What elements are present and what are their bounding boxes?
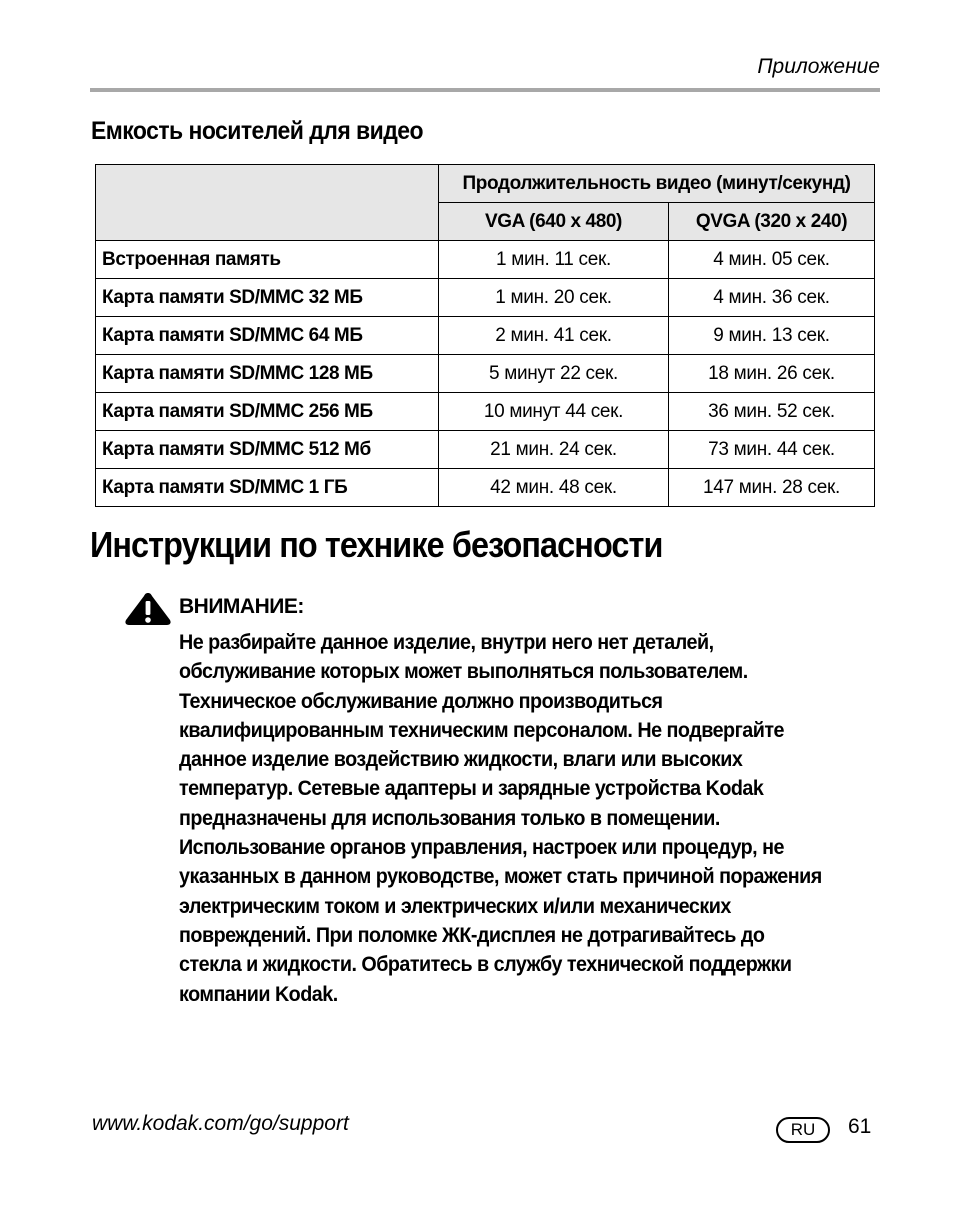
vga-duration-cell: 5 минут 22 сек. xyxy=(439,355,669,393)
qvga-duration-cell: 147 мин. 28 сек. xyxy=(669,469,875,507)
qvga-duration-cell: 18 мин. 26 сек. xyxy=(669,355,875,393)
warning-text-line: повреждений. При поломке ЖК-дисплея не дотрагивайтесь до xyxy=(179,923,765,947)
safety-instructions-title: Инструкции по технике безопасности xyxy=(90,524,663,565)
table-row xyxy=(96,279,875,317)
qvga-duration-cell: 73 мин. 44 сек. xyxy=(669,431,875,469)
vga-duration-cell: 21 мин. 24 сек. xyxy=(439,431,669,469)
video-capacity-title: Емкость носителей для видео xyxy=(91,117,423,145)
row-label: Карта памяти SD/MMC 512 Мб xyxy=(96,431,439,469)
page-number: 61 xyxy=(848,1115,872,1138)
warning-text-line: Не разбирайте данное изделие, внутри него нет деталей, xyxy=(179,631,714,654)
row-label: Карта памяти SD/MMC 32 МБ xyxy=(96,279,439,317)
row-label: Карта памяти SD/MMC 256 МБ xyxy=(96,393,439,431)
warning-text-line: Использование органов управления, настроек или процедур, не xyxy=(179,836,784,860)
table-row xyxy=(96,469,875,507)
row-label: Карта памяти SD/MMC 64 МБ xyxy=(96,317,439,355)
row-label: Встроенная память xyxy=(96,241,439,279)
qvga-duration-cell: 4 мин. 05 сек. xyxy=(669,241,875,279)
vga-duration-cell: 1 мин. 20 сек. xyxy=(439,279,669,317)
table-corner-cell xyxy=(96,165,439,241)
table-row xyxy=(96,355,875,393)
table-row xyxy=(96,431,875,469)
warning-text-line: температур. Сетевые адаптеры и зарядные устройства Kodak xyxy=(179,777,764,801)
table-row xyxy=(96,241,875,279)
table-row xyxy=(96,393,875,431)
qvga-column-header: QVGA (320 x 240) xyxy=(669,203,875,241)
qvga-duration-cell: 4 мин. 36 сек. xyxy=(669,279,875,317)
video-capacity-table xyxy=(95,164,875,507)
warning-text-line: квалифицированным техническим персоналом. Не подвергайте xyxy=(179,718,784,742)
table-row xyxy=(96,317,875,355)
warning-text-line: стекла и жидкости. Обратитесь в службу технической поддержки xyxy=(179,953,792,977)
warning-text-line: электрическим током и электрических и/или механических xyxy=(179,894,731,918)
header-divider xyxy=(90,88,880,92)
warning-text-line: указанных в данном руководстве, может стать причиной поражения xyxy=(179,865,822,889)
vga-duration-cell: 2 мин. 41 сек. xyxy=(439,317,669,355)
duration-group-header: Продолжительность видео (минут/секунд) xyxy=(439,165,875,203)
warning-label: ВНИМАНИЕ: xyxy=(179,595,304,618)
qvga-duration-cell: 36 мин. 52 сек. xyxy=(669,393,875,431)
row-label: Карта памяти SD/MMC 128 МБ xyxy=(96,355,439,393)
row-label: Карта памяти SD/MMC 1 ГБ xyxy=(96,469,439,507)
section-header-label: Приложение xyxy=(757,55,880,78)
vga-duration-cell: 42 мин. 48 сек. xyxy=(439,469,669,507)
vga-column-header: VGA (640 x 480) xyxy=(439,203,669,241)
table-header-row xyxy=(96,165,875,203)
warning-text xyxy=(179,628,879,1009)
warning-triangle-icon xyxy=(124,592,172,626)
language-badge: RU xyxy=(776,1117,830,1143)
qvga-duration-cell: 9 мин. 13 сек. xyxy=(669,317,875,355)
warning-text-line: Техническое обслуживание должно производиться xyxy=(179,689,663,713)
warning-text-line: данное изделие воздействию жидкости, влаги или высоких xyxy=(179,748,743,772)
warning-text-line: обслуживание которых может выполняться пользователем. xyxy=(179,660,748,684)
vga-duration-cell: 10 минут 44 сек. xyxy=(439,393,669,431)
warning-text-line: компании Kodak. xyxy=(179,982,338,1006)
warning-text-line: предназначены для использования только в помещении. xyxy=(179,806,720,830)
vga-duration-cell: 1 мин. 11 сек. xyxy=(439,241,669,279)
support-url-link[interactable]: www.kodak.com/go/support xyxy=(92,1112,349,1135)
